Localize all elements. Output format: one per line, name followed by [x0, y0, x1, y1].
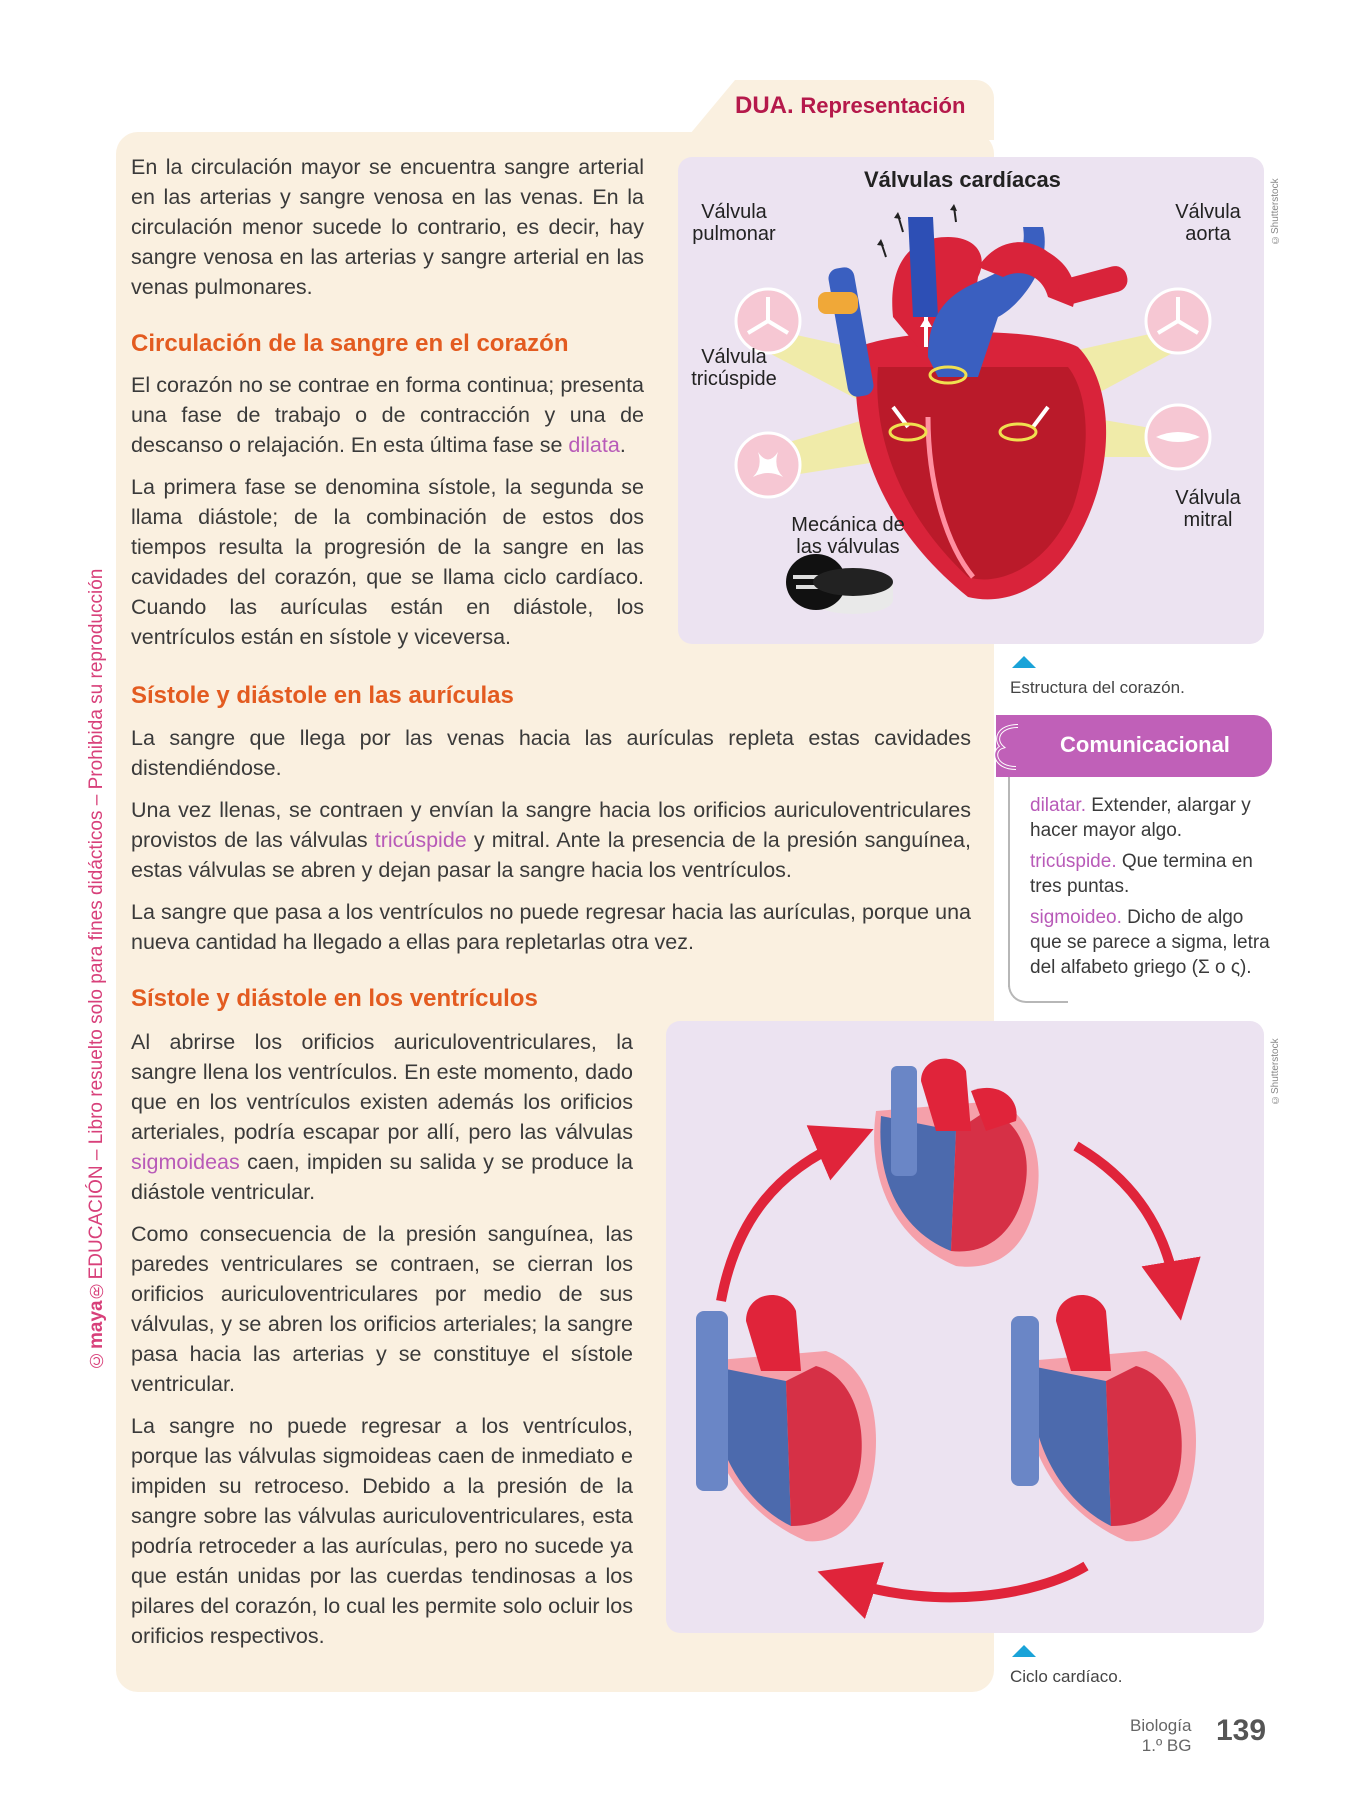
glossary-entry: sigmoideo. Dicho de algo que se parece a sigma, letra del alfabeto griego (Σ o ς). — [1030, 907, 1270, 978]
photo-credit: ©Shutterstock — [1270, 1038, 1281, 1105]
glossary-entry: dilatar. Extender, alargar y hacer mayor algo. — [1030, 795, 1251, 841]
section-body: Al abrirse los orificios auriculoventriculares, la sangre llena los ventrículos. En este momento, dado que en los ventrículos existen además los orificios arteriales, podría escapar por allí, pero las válvulas sigmoideas caen, impiden su salida y se produce la diástole ventricular. Como consecuencia de la presión sanguínea, las paredes ventriculares se contraen, se cierran los orificios auriculoventriculares por medio de sus válvulas, y se abren los orificios arteriales; la sangre pasa hacia las arterias y se constituye el sístole ventricular. La sangre no puede regresar a los ventrículos, porque las válvulas sigmoideas caen de inmediato e impiden su retroceso. Debido a la presión de la sangre sobre las válvulas auriculoventriculares, esta podría retroceder a las aurículas, pero no sucede ya que están unidas por las cuerdas tendinosas a los pilares del corazón, lo cual les permite solo ocluir los orificios respectivos. — [131, 1030, 633, 1648]
section-body: El corazón no se contrae en forma continua; presenta una fase de trabajo o de contracción y una de descanso o relajación. En esta última fase se dilata. La primera fase se denomina sístole, la segunda se llama diástole; de la combinación de estos dos tiempos resulta la progresión de la sangre en las cavidades del corazón, que se llama ciclo cardíaco. Cuando las aurículas están en diástole, los ventrículos están en sístole y viceversa. — [131, 373, 644, 649]
mitral-valve-icon — [1146, 405, 1210, 469]
glossary-list — [1030, 793, 1276, 986]
photo-credit: ©Shutterstock — [1270, 178, 1281, 245]
figure-caption: Ciclo cardíaco. — [1010, 1667, 1123, 1686]
heart-diagram-left — [696, 1295, 876, 1541]
glossary-curl-icon — [988, 720, 1028, 774]
side-copyright-text: ©maya®EDUCACIÓN – Libro resuelto solo para fines didácticos – Prohibida su reproducción — [86, 568, 107, 1370]
label-mechanical-valves: Mecánica de las válvulas — [791, 514, 905, 558]
footer-subject: Biología 1.º BG — [1130, 1716, 1192, 1755]
glossary-term: sigmoideas — [131, 1150, 240, 1174]
heart-diagram-right — [1011, 1295, 1196, 1541]
glossary-term: tricúspide — [374, 828, 467, 852]
tricuspid-valve-icon — [736, 433, 800, 497]
section-title: Sístole y diástole en las aurículas — [131, 682, 514, 709]
intro-paragraph: En la circulación mayor se encuentra sangre arterial en las arterias y sangre venosa en las venas. En la circulación menor sucede lo contrario, es decir, hay sangre venosa en las arterias y sangre arterial en las venas pulmonares. — [131, 155, 644, 299]
label-pulmonary-valve: Válvula pulmonar — [692, 201, 776, 245]
dua-header: DUA. Representación — [735, 92, 966, 119]
heart-diagram-top — [874, 1059, 1038, 1267]
divider — [1008, 777, 1010, 987]
section-title: Sístole y diástole en los ventrículos — [131, 985, 538, 1012]
pulmonary-valve-icon — [736, 289, 800, 353]
section-body: La sangre que llega por las venas hacia las aurículas repleta estas cavidades distendiéndose. Una vez llenas, se contraen y envían la sangre hacia los orificios auriculoventriculares provistos de las válvulas tricúspide y mitral. Ante la presencia de la presión sanguínea, estas válvulas se abren y dejan pasar la sangre hacia los ventrículos. La sangre que pasa a los ventrículos no puede regresar hacia las aurículas, porque una nueva cantidad ha llegado a ellas para repletarlas otra vez. — [131, 726, 971, 954]
heart-valves-figure — [678, 157, 1264, 644]
label-mitral-valve: Válvula mitral — [1175, 487, 1241, 531]
cardiac-cycle-figure — [666, 1021, 1264, 1633]
page-number: 139 — [1216, 1714, 1267, 1747]
mechanical-valve-icon — [786, 554, 893, 614]
divider — [1008, 985, 1068, 1003]
aortic-valve-icon — [1146, 289, 1210, 353]
section-title: Circulación de la sangre en el corazón — [131, 330, 569, 357]
glossary-entry: tricúspide. Que termina en tres puntas. — [1030, 851, 1253, 897]
glossary-title: Comunicacional — [1060, 732, 1230, 757]
caption-marker-icon — [1012, 656, 1036, 668]
caption-marker-icon — [1012, 1645, 1036, 1657]
glossary-term: dilata — [568, 433, 620, 457]
label-tricuspid-valve: Válvula tricúspide — [691, 346, 777, 390]
figure-caption: Estructura del corazón. — [1010, 678, 1185, 697]
cardiac-cycle-illustration — [666, 1021, 1264, 1633]
figure-title: Válvulas cardíacas — [864, 167, 1061, 192]
label-aortic-valve: Válvula aorta — [1175, 201, 1241, 245]
